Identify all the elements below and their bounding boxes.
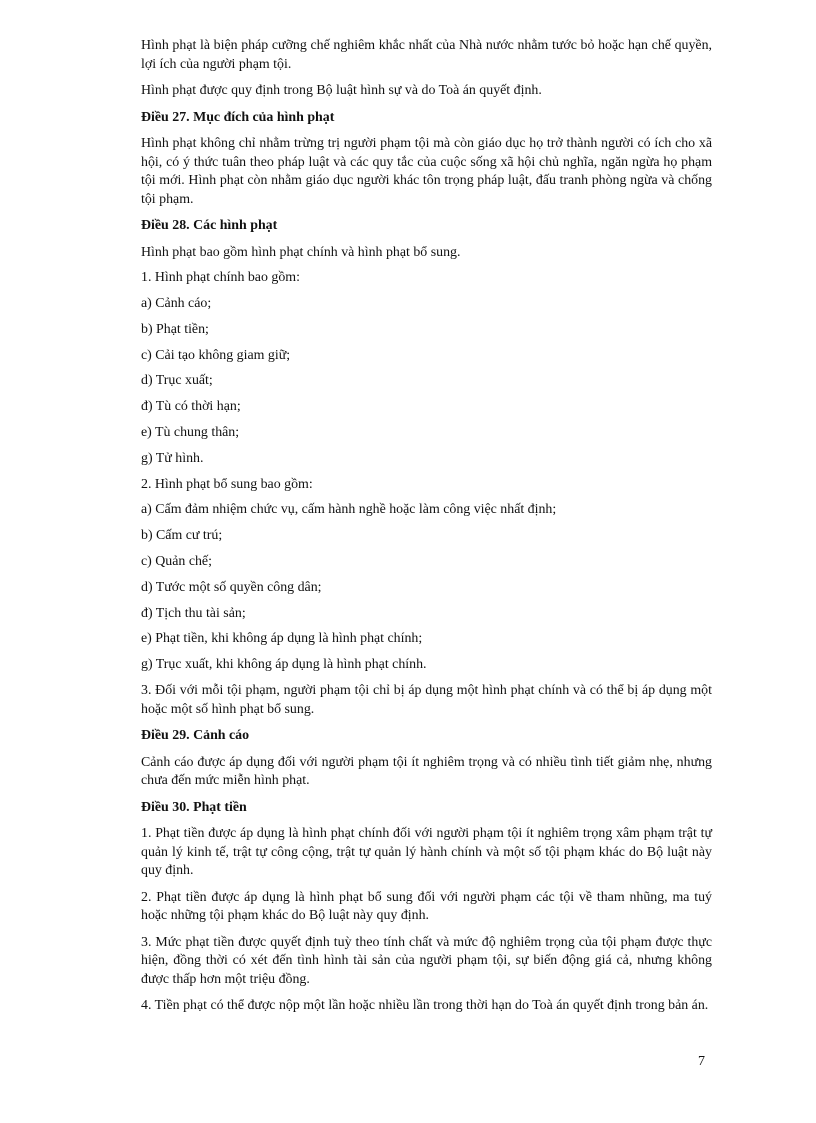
main-penalty-item: đ) Tù có thời hạn; (141, 399, 241, 415)
extra-penalty-item: đ) Tịch thu tài sản; (141, 605, 246, 621)
intro-paragraph-2: Hình phạt được quy định trong Bộ luật hình sự và do Toà án quyết định. (141, 83, 542, 98)
article-30-clause-4: 4. Tiền phạt có thể được nộp một lần hoặc nhiều lần trong thời hạn do Toà án quyết định trong bản án. (141, 998, 709, 1014)
extra-penalty-item: g) Trục xuất, khi không áp dụng là hình phạt chính. (141, 657, 427, 673)
main-penalty-item: c) Cải tạo không giam giữ; (141, 347, 291, 363)
extra-penalty-item: b) Cấm cư trú; (141, 528, 223, 544)
document-page (141, 37, 712, 1024)
article-30-title: Điều 30. Phạt tiền (141, 799, 247, 815)
article-30-clause-2: 2. Phạt tiền được áp dụng là hình phạt bổ sung đối với người phạm các tội về tham nhũng, ma tuý hoặc những tội phạm khác do Bộ luật này quy định. (141, 889, 712, 924)
page-number: 7 (698, 1054, 705, 1069)
article-30-clause-1: 1. Phạt tiền được áp dụng là hình phạt chính đối với người phạm tội ít nghiêm trọng xâm phạm trật tự quản lý kinh tế, trật tự công cộng, trật tự quản lý hành chính và một số tội phạm khác do Bộ luật này quy định. (141, 826, 712, 879)
article-28-title: Điều 28. Các hình phạt (141, 218, 278, 233)
article-30-clause-3: 3. Mức phạt tiền được quyết định tuỳ theo tính chất và mức độ nghiêm trọng của tội phạm được thực hiện, đồng thời có xét đến tình hình tài sản của người phạm tội, sự biến động giá cả, nhưng không được thấp hơn một triệu đồng. (141, 934, 712, 987)
article-28-intro: Hình phạt bao gồm hình phạt chính và hình phạt bổ sung. (141, 244, 461, 260)
main-penalty-item: a) Cảnh cáo; (141, 296, 212, 312)
extra-penalty-item: c) Quản chế; (141, 554, 212, 570)
main-penalty-item: g) Tử hình. (141, 450, 204, 466)
main-penalty-item: d) Trục xuất; (141, 373, 213, 389)
extra-penalty-item: a) Cấm đảm nhiệm chức vụ, cấm hành nghề hoặc làm công việc nhất định; (141, 502, 557, 518)
extra-penalties-heading: 2. Hình phạt bổ sung bao gồm: (141, 476, 313, 492)
main-penalty-item: e) Tù chung thân; (141, 425, 240, 441)
article-29-title: Điều 29. Cảnh cáo (141, 728, 250, 744)
extra-penalty-item: e) Phạt tiền, khi không áp dụng là hình phạt chính; (141, 631, 423, 647)
extra-penalty-item: d) Tước một số quyền công dân; (141, 579, 322, 595)
main-penalty-item: b) Phạt tiền; (141, 321, 209, 337)
main-penalties-heading: 1. Hình phạt chính bao gồm: (141, 270, 300, 286)
intro-paragraph-1: Hình phạt là biện pháp cưỡng chế nghiêm khắc nhất của Nhà nước nhằm tước bỏ hoặc hạn chế quyền, lợi ích của người phạm tội. (141, 38, 712, 72)
article-28-clause-3: 3. Đối với mỗi tội phạm, người phạm tội chỉ bị áp dụng một hình phạt chính và có thể bị áp dụng một hoặc một số hình phạt bổ sung. (141, 683, 712, 717)
article-29-text: Cảnh cáo được áp dụng đối với người phạm tội ít nghiêm trọng và có nhiều tình tiết giảm nhẹ, nhưng chưa đến mức miễn hình phạt. (141, 754, 712, 789)
article-27-text: Hình phạt không chỉ nhằm trừng trị người phạm tội mà còn giáo dục họ trở thành người có ích cho xã hội, có ý thức tuân theo pháp luật và các quy tắc của cuộc sống xã hội chủ nghĩa, ngăn ngừa họ phạm tội mới. Hình phạt còn nhằm giáo dục người khác tôn trọng pháp luật, đấu tranh phòng ngừa và chống tội phạm. (141, 136, 712, 207)
article-27-title: Điều 27. Mục đích của hình phạt (141, 109, 335, 125)
